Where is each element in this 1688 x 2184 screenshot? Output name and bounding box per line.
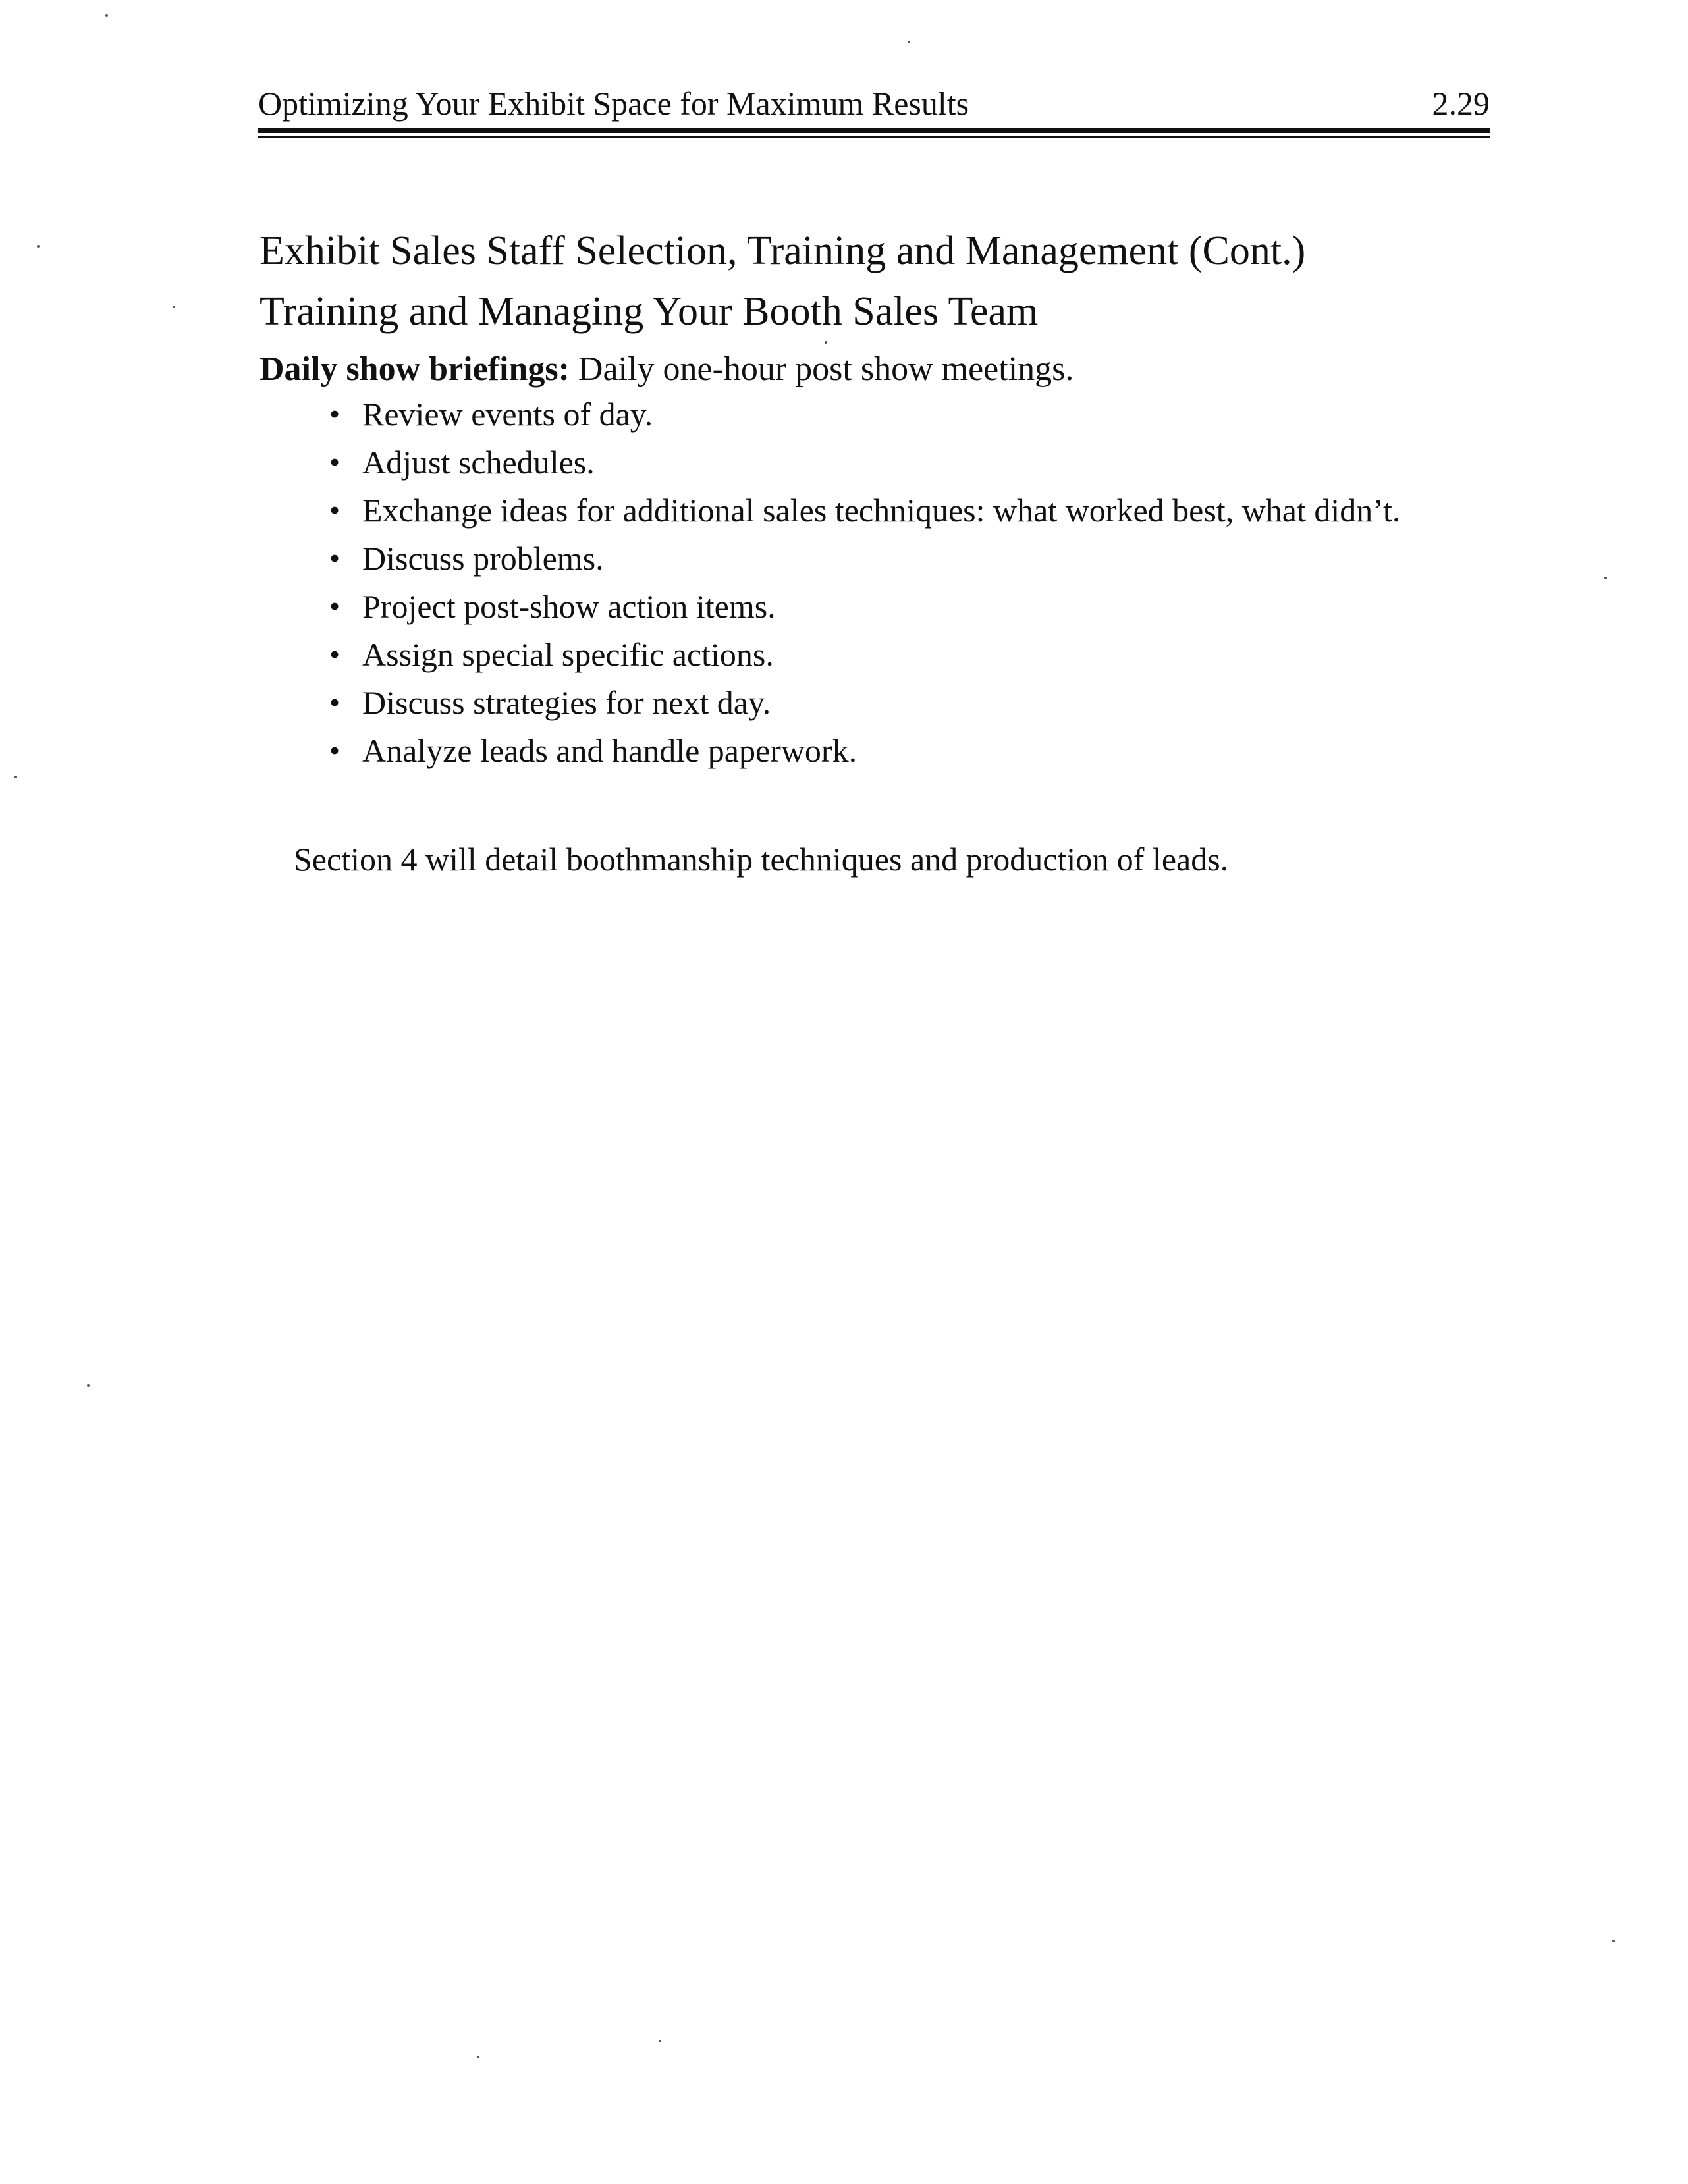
scan-speck [105, 14, 108, 17]
scan-speck [659, 2040, 661, 2042]
running-header-title: Optimizing Your Exhibit Space for Maximum Results [258, 85, 969, 122]
header-rule-thick [258, 128, 1490, 133]
scan-speck [825, 341, 827, 344]
list-item-text: Discuss problems. [362, 540, 604, 577]
section-heading: Exhibit Sales Staff Selection, Training and Management (Cont.) [259, 228, 1306, 273]
scan-speck [1612, 1940, 1615, 1942]
lead-text: Daily one-hour post show meetings. [569, 350, 1074, 388]
bullet-icon: • [329, 397, 340, 431]
list-item [325, 683, 1504, 722]
scan-speck [908, 41, 910, 43]
subheading: Training and Managing Your Booth Sales Team [259, 289, 1039, 334]
bullet-icon: • [329, 637, 340, 671]
list-item [325, 395, 1504, 433]
list-item [325, 491, 1504, 529]
bullet-icon: • [329, 493, 340, 527]
closing-note: Section 4 will detail boothmanship techniques and production of leads. [294, 841, 1229, 878]
header-rule-thin [258, 136, 1490, 138]
list-item [325, 635, 1504, 674]
scan-speck [37, 245, 40, 248]
bullet-icon: • [329, 685, 340, 719]
list-item-text: Project post-show action items. [362, 588, 776, 625]
bullet-icon: • [329, 589, 340, 623]
list-item-text: Discuss strategies for next day. [362, 684, 771, 721]
lead-paragraph [259, 345, 1074, 394]
bullet-icon: • [329, 445, 340, 479]
list-item [325, 539, 1504, 577]
bullet-icon: • [329, 541, 340, 575]
scan-speck [1604, 577, 1607, 579]
list-item [325, 732, 1504, 770]
list-item-text: Analyze leads and handle paperwork. [362, 732, 858, 769]
scan-speck [14, 776, 17, 778]
list-item-text: Assign special specific actions. [362, 636, 774, 673]
bullet-icon: • [329, 733, 340, 767]
list-item-text: Adjust schedules. [362, 444, 595, 481]
bullet-list [325, 395, 1504, 780]
list-item-text: Exchange ideas for additional sales techniques: what worked best, what didn’t. [362, 492, 1401, 529]
list-item [325, 587, 1504, 626]
scan-speck [477, 2056, 479, 2058]
list-item [325, 443, 1504, 481]
lead-label: Daily show briefings: [259, 350, 570, 388]
running-header [258, 80, 1490, 133]
scan-speck [173, 306, 175, 308]
scan-speck [87, 1384, 90, 1387]
list-item-text: Review events of day. [362, 396, 653, 433]
page-number: 2.29 [1432, 85, 1490, 122]
